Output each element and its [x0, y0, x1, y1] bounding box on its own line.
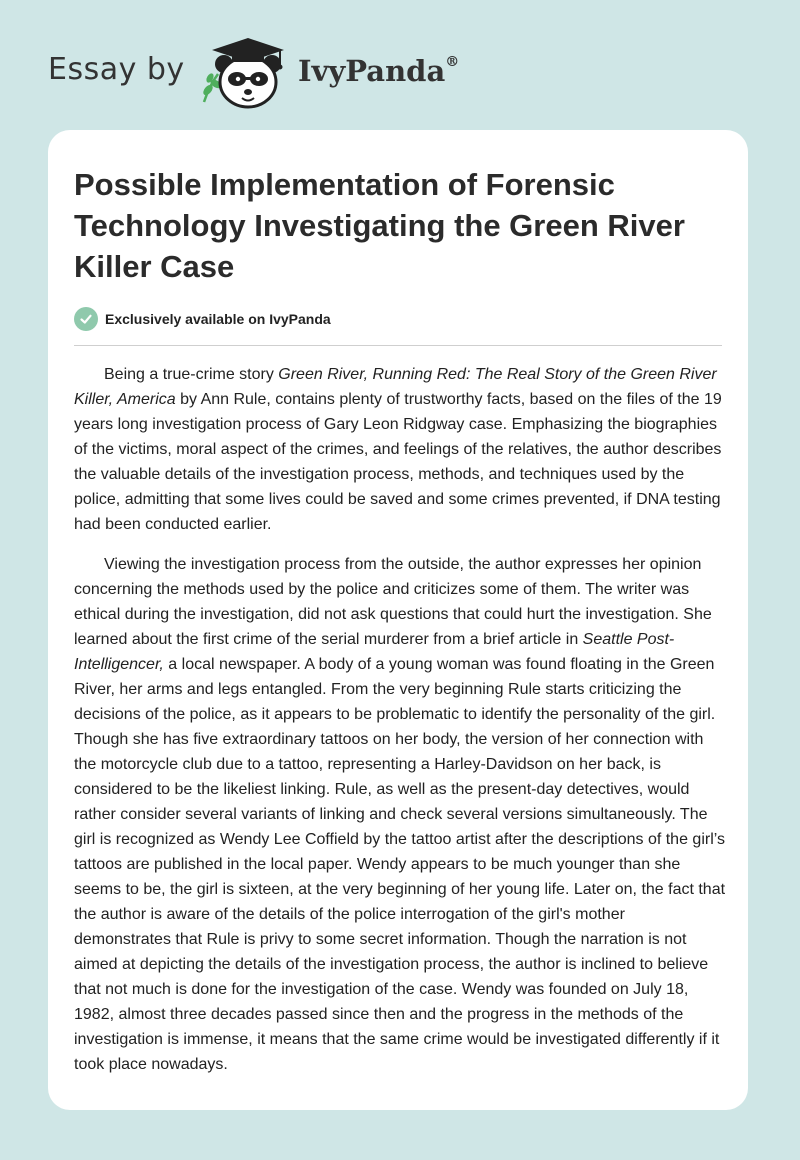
brand-name[interactable]	[298, 54, 459, 88]
registered-mark: ®	[445, 54, 460, 71]
newspaper-title: Seattle Post-Intelligencer,	[74, 631, 675, 673]
checkmark-icon	[74, 307, 98, 331]
article-title: Possible Implementation of Forensic Technology Investigating the Green River Killer Case	[74, 167, 685, 284]
exclusive-badge	[74, 306, 331, 332]
paragraph-2	[74, 552, 726, 1077]
panda-graduate-logo-icon[interactable]	[198, 34, 292, 110]
paragraph-text: Viewing the investigation process from the outside, the author expresses her opinion concerning the methods used by the police and criticizes some of them. The writer was ethical during the investigation, did not ask questions that could hurt the investigation. She learned about the first crime of the serial murderer from a brief article in	[74, 556, 712, 648]
paragraph-text: a local newspaper. A body of a young woman was found floating in the Green River, her arms and legs entangled. From the very beginning Rule starts criticizing the decisions of the police, as it appears to be problematic to identify the personality of the girl. Though she has five extraordinary tattoos on her body, the version of her connection with the motorcycle club due to a tattoo, representing a Harley-Davidson on her back, is considered to be the likeliest linking. Rule, as well as the present-day detectives, would rather consider several variants of linking and check several versions simultaneously. The girl is recognized as Wendy Lee Coffield by the tattoo artist after the descriptions of the girl’s tattoos are published in the local paper. Wendy appears to be much younger than she seems to be, the girl is sixteen, at the very beginning of her young life. Later on, the fact that the author is aware of the details of the police interrogation of the girl's mother demonstrates that Rule is privy to some secret information. Though the narration is not aimed at depicting the details of the investigation process, the author is inclined to believe that not much is done for the investigation of the case. Wendy was founded on July 18, 1982, almost three decades passed since then and the progress in the methods of the investigation is immense, it means that the same crime would be investigated differently if it took place nowadays.	[74, 656, 726, 1073]
paragraph-1	[74, 362, 726, 537]
article-card	[48, 130, 748, 1110]
brand-text: IvyPanda	[298, 54, 446, 88]
paragraph-text: by Ann Rule, contains plenty of trustworthy facts, based on the files of the 19 years long investigation process of Gary Leon Ridgway case. Emphasizing the biographies of the victims, moral aspect of the crimes, and feelings of the relatives, the author describes the valuable details of the investigation process, methods, and techniques used by the police, admitting that some lives could be saved and some crimes prevented, if DNA testing had been conducted earlier.	[74, 391, 722, 533]
essay-by-label: Essay by	[48, 52, 185, 87]
paragraph-text: Being a true-crime story	[104, 366, 279, 383]
book-title: Green River, Running Red: The Real Story of the Green River Killer, America	[74, 366, 717, 408]
site-header	[48, 34, 508, 114]
exclusive-label: Exclusively available on IvyPanda	[105, 311, 331, 327]
divider	[74, 345, 722, 346]
article-body	[74, 362, 726, 1092]
